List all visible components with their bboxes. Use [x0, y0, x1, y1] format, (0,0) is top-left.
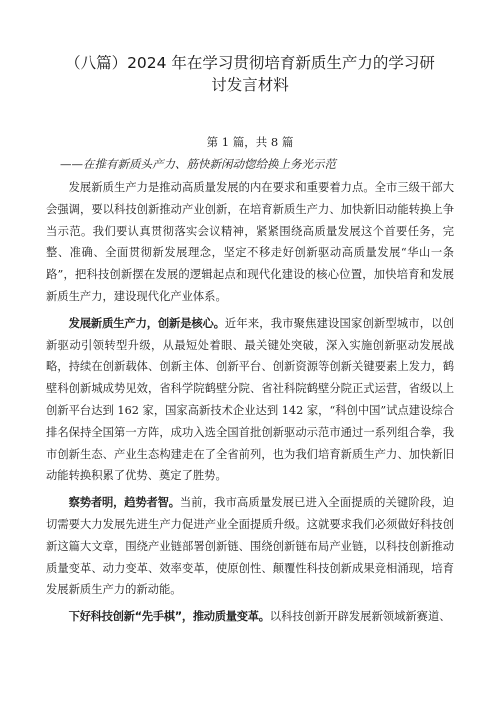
section-subtitle: ——在推有新质头产力、筋快新闲动惚给换上务光示范 — [60, 157, 336, 171]
paragraph-text: 近年来，我市聚焦建设国家创新型城市，以创新驱动引领转型升级，从最短处着眼、最关键处突破，深入实施创新驱动发展战略，持续在创新载体、创新主体、创新平台、创新资源等创新关键要素上发力，鹤壁科创新城成势见效，省科学院鹤壁分院、省社科院鹤壁分院正式运营，省级以上创新平台达到 162 家，国家高新技术企业达到 142 家，“科创中国”试点建设综合排名保持全国第一方阵，成功入选全国首批创新驱动示范市通过一系列组合拳，我市创新生态、产业生态构建走在了全省前列，也为我们培育新质生产力、加快新旧动能转换积累了优势、奠定了胜势。 — [46, 316, 454, 483]
paragraph-trend — [46, 487, 454, 601]
paragraph-lead: 察势者明，趋势者智。 — [68, 496, 180, 510]
page-info: 第 1 篇，共 8 篇 — [206, 135, 294, 149]
document-title — [46, 0, 454, 96]
paragraph-text: 发展新质生产力是推动高质量发展的内在要求和重要着力点。全市三级干部大会强调，要以科技创新推动产业创新，在培育新质生产力、加快新旧动能转换上争当示范。我们要认真贯彻落实会议精神，紧紧围绕高质量发展这个首要任务，完整、准确、全面贯彻新发展理念，坚定不移走好创新驱动高质量发展“华山一条路”，把科技创新摆在发展的逻辑起点和现代化建设的核心位置，加快培育和发展新质生产力，建设现代化产业体系。 — [46, 181, 454, 303]
paragraph-text: 以科技创新开辟发展新领域新赛道、 — [269, 610, 451, 624]
paragraph-innovation-core — [46, 308, 454, 487]
title-line-1: （八篇）2024 年在学习贯彻培育新质生产力的学习研 — [65, 54, 435, 72]
paragraph-lead: 下好科技创新“先手棋”，推动质量变革。 — [68, 610, 270, 624]
paragraph-lead: 发展新质生产力，创新是核心。 — [68, 316, 225, 330]
paragraph-first-move — [46, 601, 454, 628]
paragraph-intro — [46, 172, 454, 308]
title-line-2: 讨发言材料 — [211, 76, 289, 94]
paragraph-text: 当前，我市高质量发展已进入全面提质的关键阶段，迫切需要大力发展先进生产力促进产业全面提质升级。这就要求我们必须做好科技创新这篇大文章，围绕产业链部署创新链、围绕创新链布局产业链，以科技创新推动质量变革、动力变革、效率变革，使原创性、颠覆性科技创新成果竞相涌现，培育发展新质生产力的新动能。 — [46, 496, 454, 597]
